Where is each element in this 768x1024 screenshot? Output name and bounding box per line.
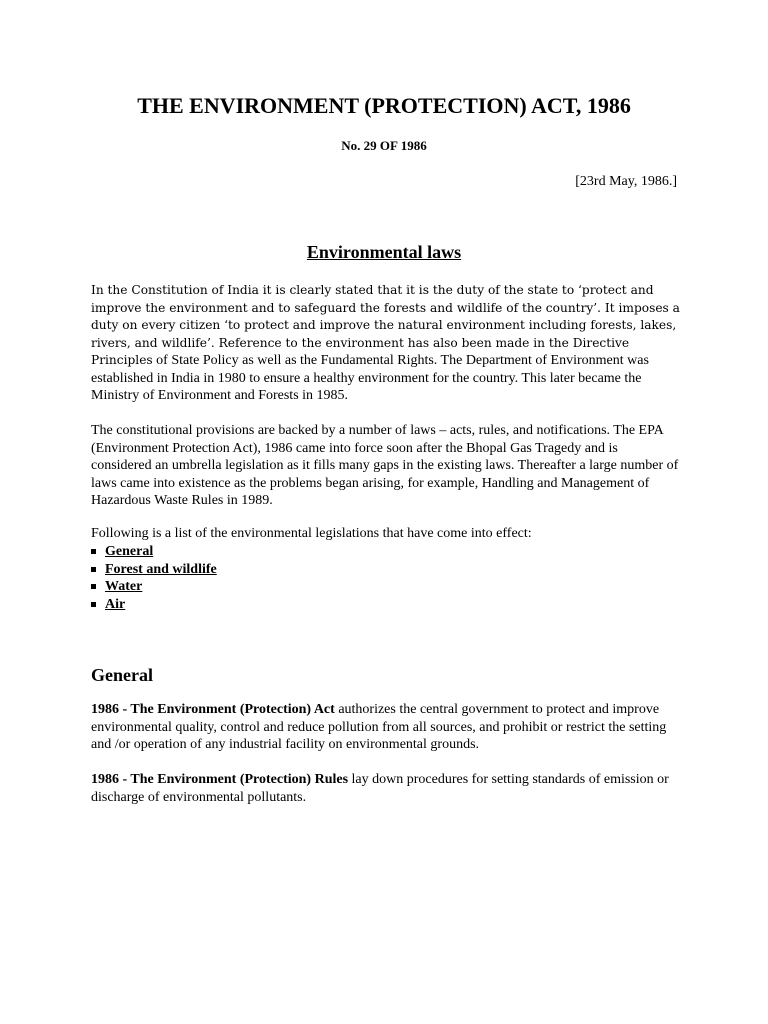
square-bullet-icon (91, 567, 96, 572)
square-bullet-icon (91, 602, 96, 607)
list-item (91, 543, 217, 561)
list-item (91, 596, 217, 614)
legislation-entry-text: lay down procedures for setting standards of emission or discharge of environmental pollutants. (91, 772, 669, 805)
paragraph-constitution-rest: of State Policy as well as the Fundamental Rights. The Department of Environment was established in India in 1980 to ensure a healthy environment for the country. This later became the Ministry of Environment and Forests in 1985. (91, 353, 649, 403)
square-bullet-icon (91, 584, 96, 589)
legislation-entry-rules (91, 771, 681, 806)
legislation-entry-title: 1986 - The Environment (Protection) Rules (91, 772, 349, 787)
section-heading-general: General (91, 665, 153, 685)
legislation-list (91, 543, 217, 613)
legislation-entry-act (91, 701, 681, 754)
link-water[interactable]: Water (105, 579, 143, 594)
paragraph-constitution-lead: In the Constitution of India it is clearly stated that it is the duty of the state to ‘protect and improve the environment and to safeguard the forests and wildlife of the country’. It imposes a duty on every citizen ‘to protect and improve the natural environment including forests, lakes, rivers, and wildlife’. Reference to the environment has also been made in the Directive Principles (91, 283, 680, 367)
link-forest-and-wildlife[interactable]: Forest and wildlife (105, 561, 217, 577)
section-heading-environmental-laws: Environmental laws (306, 242, 462, 262)
enactment-date: [23rd May, 1986.] (575, 174, 677, 189)
paragraph-constitutional-provisions: The constitutional provisions are backed by a number of laws – acts, rules, and notifications. The EPA (Environment Protection Act), 1986 came into force soon after the Bhopal Gas Tragedy and is considered an umbrella legislation as it fills many gaps in the existing laws. Thereafter a large number of laws came into existence as the problems began arising, for example, Handling and Management of Hazardous Waste Rules in 1989. (91, 423, 679, 508)
legislation-entry-title: 1986 - The Environment (Protection) Act (91, 702, 335, 717)
link-general[interactable]: General (105, 544, 154, 559)
paragraph-list-intro: Following is a list of the environmental legislations that have come into effect: (91, 526, 532, 541)
paragraph-constitution (91, 282, 681, 405)
link-air[interactable]: Air (105, 596, 126, 612)
list-item (91, 561, 217, 579)
document-title: THE ENVIRONMENT (PROTECTION) ACT, 1986 (137, 93, 631, 118)
legislation-entry-text: authorizes the central government to protect and improve environmental quality, control and reduce pollution from all sources, and prohibit or restrict the setting and /or operation of any industrial facility on environmental grounds. (91, 702, 667, 752)
square-bullet-icon (91, 549, 96, 554)
list-item (91, 578, 217, 596)
act-number: No. 29 OF 1986 (341, 138, 427, 153)
